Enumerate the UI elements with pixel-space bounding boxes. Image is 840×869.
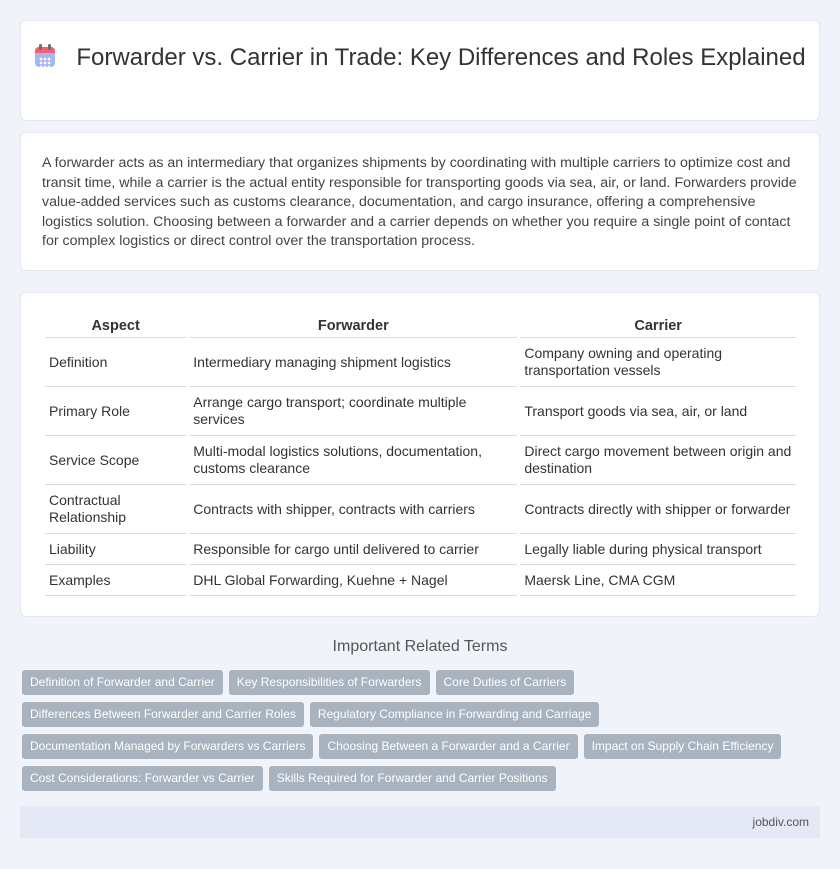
table-cell: Direct cargo movement between origin and destination bbox=[520, 436, 796, 485]
related-tag[interactable]: Skills Required for Forwarder and Carrier Positions bbox=[269, 766, 556, 791]
table-cell: Service Scope bbox=[45, 436, 186, 485]
table-cell: Maersk Line, CMA CGM bbox=[520, 565, 796, 596]
header-card bbox=[20, 20, 820, 121]
table-cell: Responsible for cargo until delivered to carrier bbox=[189, 534, 517, 565]
table-cell: Company owning and operating transportation vessels bbox=[520, 338, 796, 387]
page-title-text: Forwarder vs. Carrier in Trade: Key Differences and Roles Explained bbox=[76, 44, 806, 71]
intro-card bbox=[20, 132, 820, 271]
calendar-icon bbox=[34, 44, 56, 68]
table-cell: Contracts with shipper, contracts with carriers bbox=[189, 485, 517, 534]
related-terms-title: Important Related Terms bbox=[332, 638, 508, 655]
related-tag[interactable]: Documentation Managed by Forwarders vs Carriers bbox=[22, 734, 313, 759]
header-carrier: Carrier bbox=[520, 314, 796, 338]
table-cell: Definition bbox=[45, 338, 186, 387]
comparison-table-card bbox=[20, 292, 820, 617]
table-cell: Legally liable during physical transport bbox=[520, 534, 796, 565]
table-row bbox=[45, 485, 796, 534]
related-tag[interactable]: Choosing Between a Forwarder and a Carrier bbox=[319, 734, 577, 759]
table-row bbox=[45, 534, 796, 565]
table-cell: Primary Role bbox=[45, 387, 186, 436]
table-cell: Contractual Relationship bbox=[45, 485, 186, 534]
page-title bbox=[21, 43, 819, 72]
table-cell: Transport goods via sea, air, or land bbox=[520, 387, 796, 436]
intro-paragraph: A forwarder acts as an intermediary that organizes shipments by coordinating with multiple carriers to optimize cost and transit time, while a carrier is the actual entity responsible for transporting goods via sea, air, or land. Forwarders provide value-added services such as customs clearance, documentation, and cargo insurance, offering a comprehensive logistics solution. Choosing between a forwarder and a carrier depends on whether you require a single point of contact for complex logistics or direct control over the transportation process. bbox=[42, 155, 797, 250]
header-aspect: Aspect bbox=[45, 314, 186, 338]
table-cell: Multi-modal logistics solutions, documentation, customs clearance bbox=[189, 436, 517, 485]
footer-site-link[interactable]: jobdiv.com bbox=[752, 815, 809, 829]
table-row bbox=[45, 565, 796, 596]
related-tag[interactable]: Definition of Forwarder and Carrier bbox=[22, 670, 223, 695]
related-tag[interactable]: Impact on Supply Chain Efficiency bbox=[584, 734, 782, 759]
related-tag[interactable]: Regulatory Compliance in Forwarding and Carriage bbox=[310, 702, 599, 727]
related-tag[interactable]: Differences Between Forwarder and Carrier Roles bbox=[22, 702, 304, 727]
footer-bar bbox=[20, 806, 820, 838]
table-cell: Examples bbox=[45, 565, 186, 596]
table-cell: Contracts directly with shipper or forwarder bbox=[520, 485, 796, 534]
table-cell: Liability bbox=[45, 534, 186, 565]
table-row bbox=[45, 436, 796, 485]
comparison-table bbox=[42, 314, 799, 596]
table-row bbox=[45, 338, 796, 387]
table-cell: Arrange cargo transport; coordinate multiple services bbox=[189, 387, 517, 436]
header-forwarder: Forwarder bbox=[189, 314, 517, 338]
table-row bbox=[45, 387, 796, 436]
table-header-row bbox=[45, 314, 796, 338]
related-tag[interactable]: Core Duties of Carriers bbox=[436, 670, 575, 695]
related-terms-tags bbox=[22, 670, 812, 798]
related-tag[interactable]: Cost Considerations: Forwarder vs Carrier bbox=[22, 766, 263, 791]
related-tag[interactable]: Key Responsibilities of Forwarders bbox=[229, 670, 430, 695]
table-cell: Intermediary managing shipment logistics bbox=[189, 338, 517, 387]
table-cell: DHL Global Forwarding, Kuehne + Nagel bbox=[189, 565, 517, 596]
